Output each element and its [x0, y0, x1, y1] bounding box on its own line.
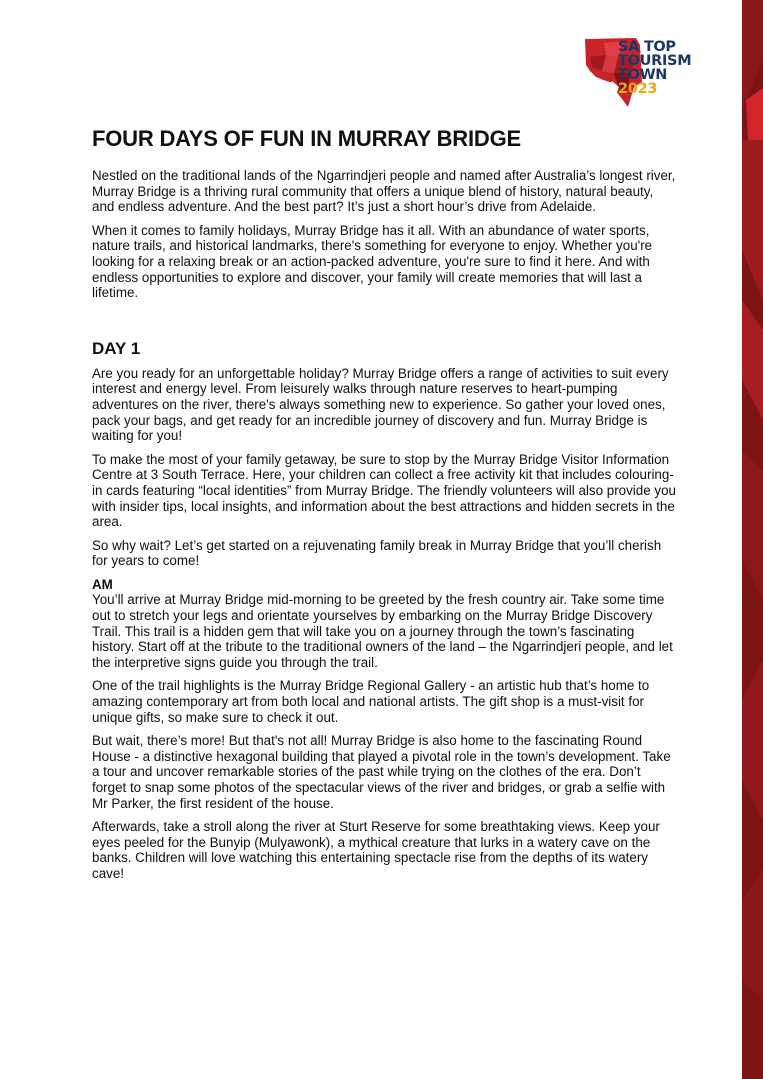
day-1-paragraph-3: So why wait? Let’s get started on a rejuvenating family break in Murray Bridge that you’ll cherish for years to come! [92, 537, 662, 569]
am-section-paragraph-2: One of the trail highlights is the Murray Bridge Regional Gallery - an artistic hub that’s home to amazing contemporary art from both local and national artists. The gift shop is a must-visit for unique gifts, so make sure to check it out. [92, 678, 650, 725]
day-1-paragraph-1: Are you ready for an unforgettable holiday? Murray Bridge offers a range of activities to suit every interest and energy level. From leisurely walks through nature reserves to heart-pumping adventures on the river, there's always something new to experience. So gather your loved ones, pack your bags, and get ready for an incredible journey of discovery and fun. Murray Bridge is waiting for you! [92, 365, 669, 444]
intro-paragraph-1: Nestled on the traditional lands of the Ngarrindjeri people and named after Australia’s longest river, Murray Bridge is a thriving rural community that offers a unique blend of history, natural beauty, and endless adventure. And the best part? It’s just a short hour’s drive from Adelaide. [92, 168, 676, 215]
document-body [92, 126, 678, 890]
am-label: AM [92, 576, 113, 592]
logo-wordmark [618, 40, 691, 96]
decorative-side-strip [742, 0, 763, 1079]
logo-line-1: SA TOP [618, 39, 676, 55]
logo-line-2: TOURISM [618, 53, 692, 69]
am-section-paragraph-4: Afterwards, take a stroll along the river at Sturt Reserve for some breathtaking views. Keep your eyes peeled for the Bunyip (Mulyawonk), a mythical creature that lurks in a watery cave on the banks. Children will love watching this entertaining spectacle rise from the depths of its watery cave! [92, 819, 660, 881]
sa-top-tourism-town-logo [584, 37, 724, 107]
am-section-paragraph-1 [92, 577, 678, 671]
day-1-paragraph-2: To make the most of your family getaway, be sure to stop by the Murray Bridge Visitor Information Centre at 3 South Terrace. Here, your children can collect a free activity kit that includes colouring-in cards featuring “local identities” from Murray Bridge. The friendly volunteers will also provide you with insider tips, local insights, and information about the best attractions and hidden secrets in the area. [92, 451, 676, 530]
intro-paragraph-2: When it comes to family holidays, Murray Bridge has it all. With an abundance of water sports, nature trails, and historical landmarks, there's something for everyone to enjoy. Whether you're looking for a relaxing break or an action-packed adventure, you're sure to find it here. And with endless opportunities to explore and discover, your family will create memories that will last a lifetime. [92, 222, 653, 301]
am-paragraph-1-text: You’ll arrive at Murray Bridge mid-morning to be greeted by the fresh country air. Take some time out to stretch your legs and orientate yourselves by embarking on the Murray Bridge Discovery Trail. This trail is a hidden gem that will take you on a journey through the town’s fascinating history. Start off at the tribute to the traditional owners of the land – the Ngarrindjeri people, and let the interpretive signs guide you through the trail. [92, 592, 673, 670]
logo-year: 2023 [618, 81, 658, 97]
am-section-paragraph-3: But wait, there’s more! But that's not all! Murray Bridge is also home to the fascinating Round House - a distinctive hexagonal building that played a pivotal role in the town’s development. Take a tour and uncover remarkable stories of the past while trying on the clothes of the era. Don’t forget to snap some photos of the spectacular views of the river and bridges, or grab a selfie with Mr Parker, the first resident of the house. [92, 733, 671, 811]
day-1-heading: DAY 1 [92, 338, 141, 358]
logo-line-3: TOWN [618, 67, 668, 83]
page-title: FOUR DAYS OF FUN IN MURRAY BRIDGE [92, 126, 521, 151]
